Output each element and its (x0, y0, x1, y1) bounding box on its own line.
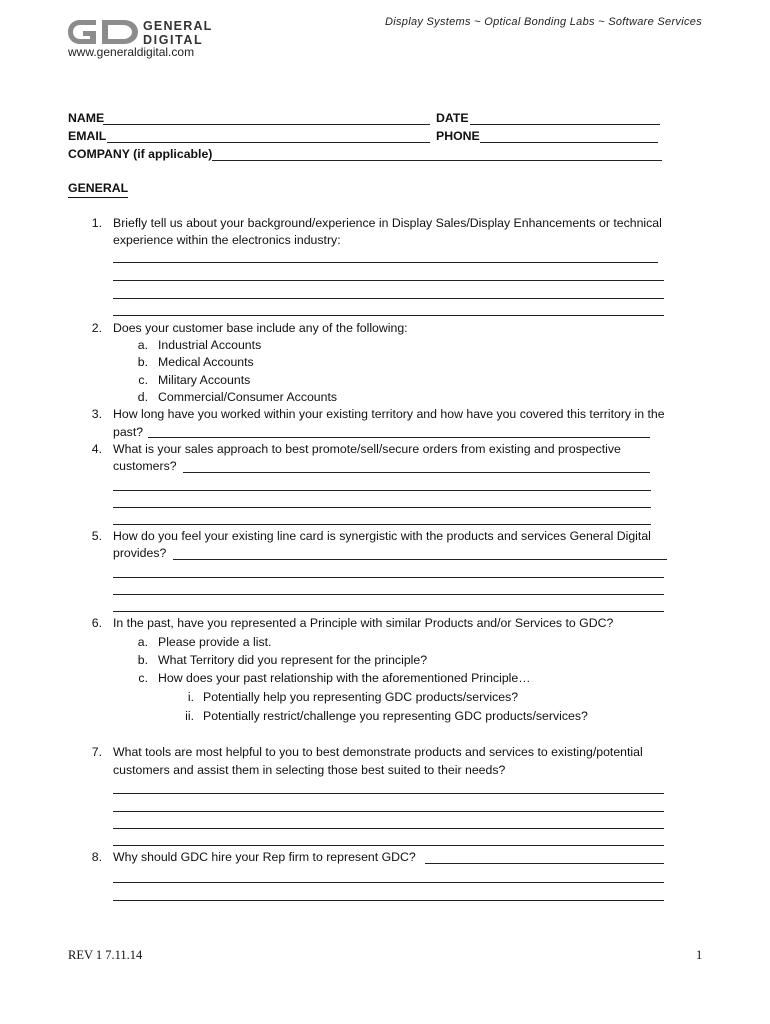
q5-answer-line[interactable] (113, 611, 664, 612)
q1-answer-line[interactable] (113, 262, 658, 263)
q6-number: 6. (91, 616, 102, 630)
q5-answer-line[interactable] (113, 577, 664, 578)
q2-number: 2. (91, 321, 102, 335)
q5-answer-line[interactable] (173, 559, 667, 560)
q1-answer-line[interactable] (113, 315, 664, 316)
q3-answer-line[interactable] (148, 437, 650, 438)
q2-option-letter: a. (137, 338, 148, 352)
page-number: 1 (696, 948, 703, 962)
q2-option-text: Industrial Accounts (158, 338, 262, 352)
email-field-line[interactable] (107, 142, 430, 143)
section-title: GENERAL (68, 180, 128, 198)
date-field-label: DATE (436, 111, 469, 125)
q6-option-letter: c. (138, 671, 148, 685)
q2-text: Does your customer base include any of the following: (113, 321, 408, 335)
q4-text-line1: What is your sales approach to best promote/sell/secure orders from existing and prospective (113, 442, 621, 456)
q8-answer-line[interactable] (113, 882, 664, 883)
general-digital-logo (66, 16, 226, 48)
name-field-line[interactable] (103, 124, 430, 125)
q7-answer-line[interactable] (113, 828, 664, 829)
q3-number: 3. (91, 407, 102, 421)
q5-text-line1: How do you feel your existing line card is synergistic with the products and services General Digital (113, 529, 651, 543)
q5-number: 5. (91, 529, 102, 543)
q8-answer-line[interactable] (425, 863, 664, 864)
website-url: www.generaldigital.com (68, 45, 195, 59)
company-field-line[interactable] (212, 160, 662, 161)
q6-option-text: What Territory did you represent for the principle? (158, 653, 428, 667)
q6-sub-text: Potentially help you representing GDC products/services? (203, 690, 519, 704)
q7-answer-line[interactable] (113, 845, 664, 846)
revision-label: REV 1 7.11.14 (68, 948, 143, 962)
q2-option-letter: d. (137, 390, 148, 404)
company-field-label: COMPANY (if applicable) (68, 147, 213, 161)
q1-text-line1: Briefly tell us about your background/experience in Display Sales/Display Enhancements or technical (113, 216, 662, 230)
q1-answer-line[interactable] (113, 298, 664, 299)
q8-answer-line[interactable] (113, 900, 664, 901)
q4-answer-line[interactable] (183, 472, 650, 473)
q1-number: 1. (91, 216, 102, 230)
q6-sub-text: Potentially restrict/challenge you representing GDC products/services? (203, 709, 588, 723)
q1-text-line2: experience within the electronics industry: (113, 233, 341, 247)
q8-number: 8. (91, 850, 102, 864)
phone-field-line[interactable] (480, 142, 658, 143)
q2-option-text: Medical Accounts (158, 355, 254, 369)
q3-text-line2: past? (113, 425, 144, 439)
q8-text: Why should GDC hire your Rep firm to represent GDC? (113, 850, 416, 864)
q7-answer-line[interactable] (113, 811, 664, 812)
q4-answer-line[interactable] (113, 507, 651, 508)
q6-option-text: Please provide a list. (158, 635, 272, 649)
brand-line2: DIGITAL (143, 33, 204, 47)
q4-number: 4. (91, 442, 102, 456)
q6-option-text: How does your past relationship with the aforementioned Principle… (158, 671, 531, 685)
phone-field-label: PHONE (436, 129, 480, 143)
q2-option-letter: c. (138, 373, 148, 387)
brand-line1: GENERAL (143, 19, 213, 33)
q4-answer-line[interactable] (113, 490, 651, 491)
q2-option-text: Commercial/Consumer Accounts (158, 390, 338, 404)
q2-option-letter: b. (137, 355, 148, 369)
date-field-line[interactable] (470, 124, 660, 125)
q1-answer-line[interactable] (113, 280, 664, 281)
q6-option-letter: a. (137, 635, 148, 649)
name-field-label: NAME (68, 111, 105, 125)
email-field-label: EMAIL (68, 129, 107, 143)
q7-text-line2: customers and assist them in selecting those best suited to their needs? (113, 763, 506, 777)
q4-text-line2: customers? (113, 459, 177, 473)
q7-text-line1: What tools are most helpful to you to best demonstrate products and services to existing/potential (113, 745, 643, 759)
q4-answer-line[interactable] (113, 524, 651, 525)
q6-sub-letter: i. (187, 690, 194, 704)
q5-text-line2: provides? (113, 546, 167, 560)
tagline: Display Systems ~ Optical Bonding Labs ~ Software Services (385, 16, 702, 28)
q7-number: 7. (91, 745, 102, 759)
q5-answer-line[interactable] (113, 594, 664, 595)
q6-option-letter: b. (137, 653, 148, 667)
q6-sub-letter: ii. (185, 709, 194, 723)
q2-option-text: Military Accounts (158, 373, 251, 387)
q6-text: In the past, have you represented a Principle with similar Products and/or Services to GDC? (113, 616, 614, 630)
q7-answer-line[interactable] (113, 793, 664, 794)
q3-text-line1: How long have you worked within your existing territory and how have you covered this territory in the (113, 407, 665, 421)
